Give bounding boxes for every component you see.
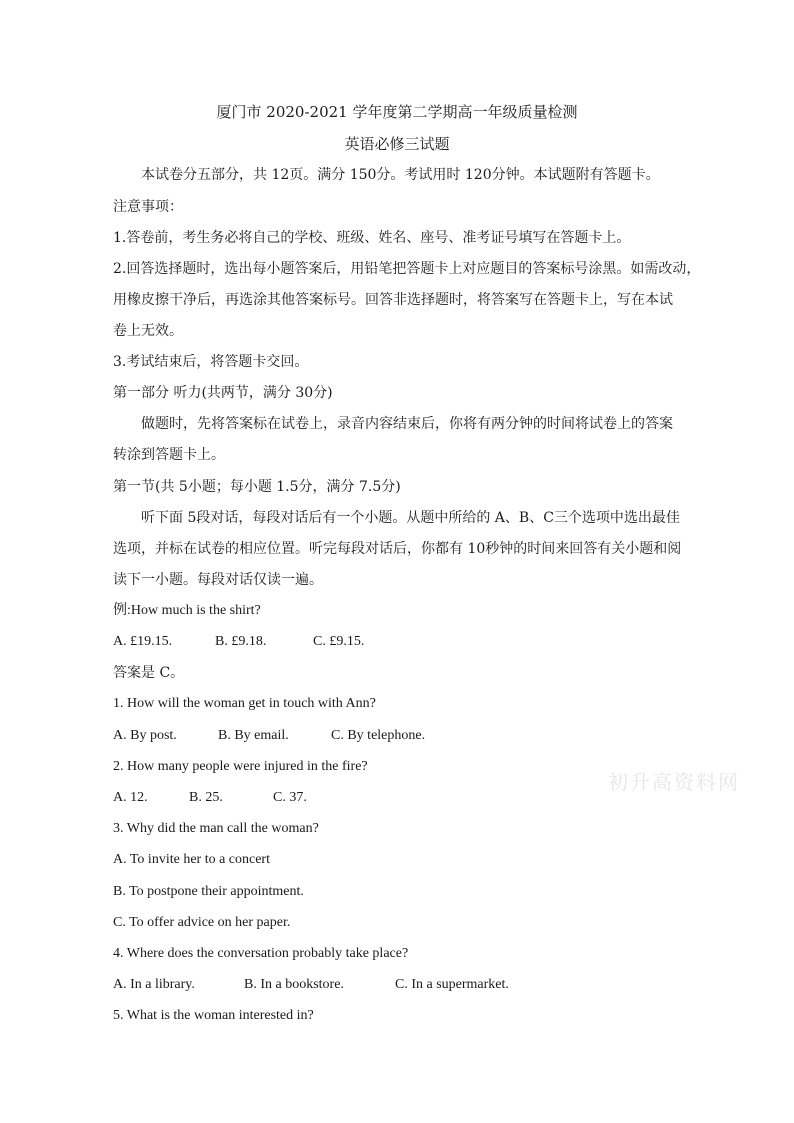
part1-heading: 第一部分 听力(共两节，满分 30分): [113, 385, 333, 401]
question-4-options: [113, 975, 509, 995]
section1-instruction: 读下一小题。每段对话仅读一遍。: [113, 572, 323, 588]
notice-line: 1.答卷前，考生务必将自己的学校、班级、姓名、座号、准考证号填写在答题卡上。: [113, 230, 631, 246]
example-question: 例:How much is the shirt?: [113, 603, 261, 618]
option-a: A. 12.: [113, 790, 148, 805]
page-title: 厦门市 2020-2021 学年度第二学期高一年级质量检测: [216, 103, 578, 121]
question-3-option-c: C. To offer advice on her paper.: [113, 915, 291, 930]
intro-text: 本试卷分五部分，共 12页。满分 150分。考试用时 120分钟。本试题附有答题卡。: [141, 167, 660, 183]
part1-instruction: 转涂到答题卡上。: [113, 447, 225, 463]
question-1-options: [113, 726, 425, 746]
notice-heading: 注意事项：: [113, 199, 183, 215]
example-options: [113, 632, 364, 652]
question-2: 2. How many people were injured in the fire?: [113, 759, 368, 774]
watermark: 初升高资料网: [608, 770, 740, 794]
notice-line: 卷上无效。: [113, 323, 183, 339]
option-c: C. By telephone.: [331, 728, 426, 743]
section1-heading: 第一节(共 5小题；每小题 1.5分，满分 7.5分): [113, 479, 401, 495]
example-answer: 答案是 C。: [113, 665, 185, 681]
question-2-options: [113, 788, 307, 808]
option-b: B. By email.: [218, 728, 289, 743]
question-3-option-b: B. To postpone their appointment.: [113, 884, 304, 899]
notice-line: 3.考试结束后，将答题卡交回。: [113, 354, 309, 370]
section1-instruction: 选项，并标在试卷的相应位置。听完每段对话后，你都有 10秒钟的时间来回答有关小题和阅: [113, 541, 682, 557]
option-a: A. In a library.: [113, 977, 195, 992]
question-5: 5. What is the woman interested in?: [113, 1008, 314, 1023]
page-subtitle: 英语必修三试题: [344, 135, 450, 153]
question-3-option-a: A. To invite her to a concert: [113, 852, 270, 867]
notice-line: 2.回答选择题时，选出每小题答案后，用铅笔把答题卡上对应题目的答案标号涂黑。如需改动，: [113, 261, 701, 277]
notice-line: 用橡皮擦干净后，再选涂其他答案标号。回答非选择题时，将答案写在答题卡上，写在本试: [113, 292, 673, 308]
part1-instruction: 做题时，先将答案标在试卷上，录音内容结束后，你将有两分钟的时间将试卷上的答案: [141, 416, 673, 432]
option-c: C. In a supermarket.: [395, 977, 509, 992]
option-a: A. By post.: [113, 728, 177, 743]
question-3: 3. Why did the man call the woman?: [113, 821, 319, 836]
section1-instruction: 听下面 5段对话，每段对话后有一个小题。从题中所给的 A、B、C三个选项中选出最佳: [141, 510, 680, 526]
option-b: B. In a bookstore.: [244, 977, 344, 992]
question-1: 1. How will the woman get in touch with Ann?: [113, 696, 376, 711]
option-c: C. 37.: [273, 790, 307, 805]
option-a: A. £19.15.: [113, 634, 173, 649]
question-4: 4. Where does the conversation probably take place?: [113, 946, 409, 961]
option-b: B. 25.: [189, 790, 223, 805]
option-c: C. £9.15.: [313, 634, 365, 649]
option-b: B. £9.18.: [215, 634, 267, 649]
